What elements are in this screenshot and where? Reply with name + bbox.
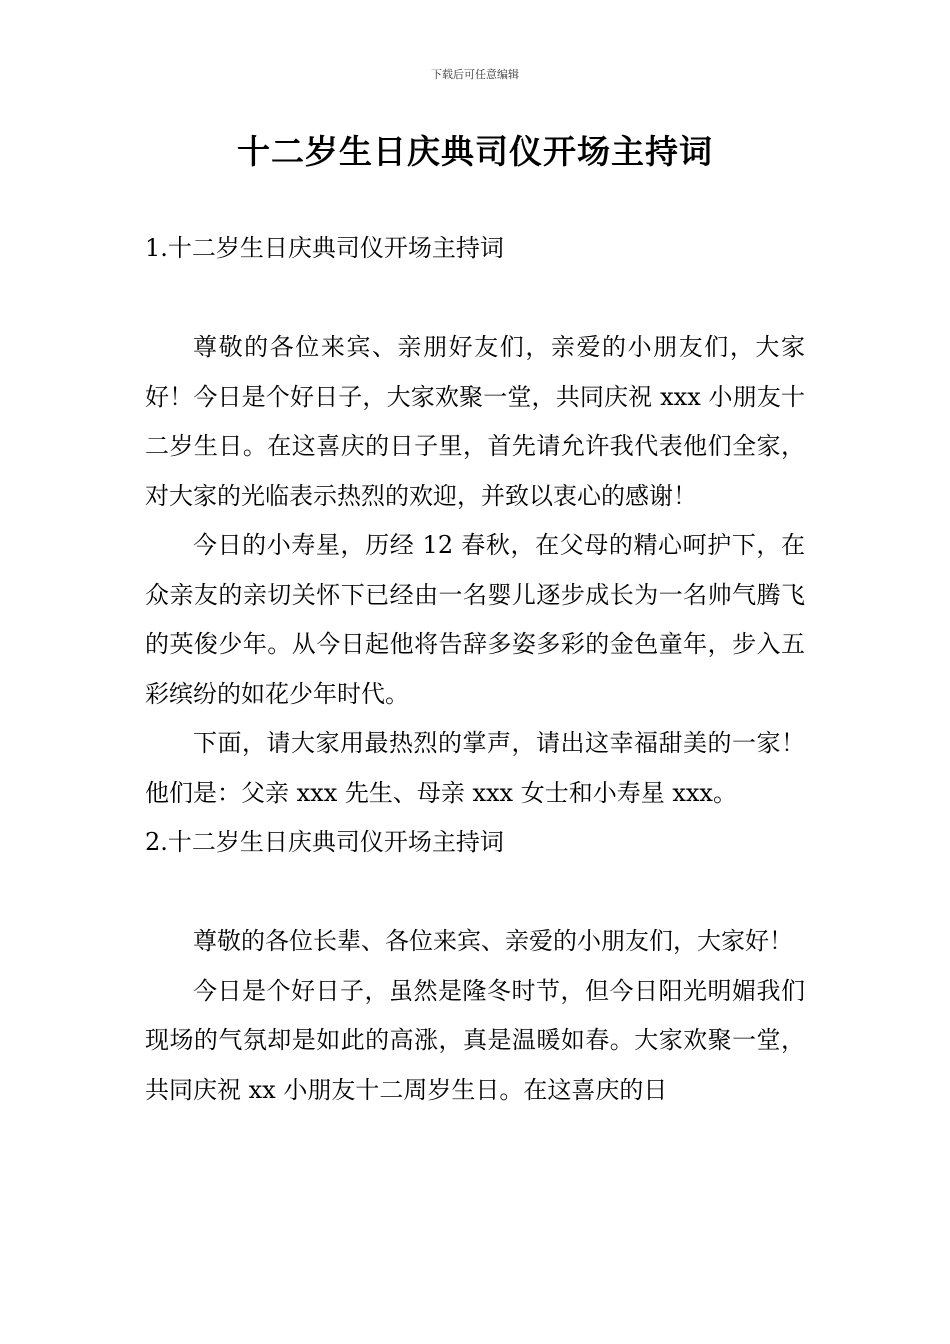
header-note: 下载后可任意编辑: [431, 68, 519, 81]
document-body: [145, 224, 805, 1115]
paragraph: 今日的小寿星，历经 12 春秋，在父母的精心呵护下，在众亲友的亲切关怀下已经由一名婴儿逐步成长为一名帅气腾飞的英俊少年。从今日起他将告辞多姿多彩的金色童年，步入五彩缤纷的如花少年时代。: [145, 531, 805, 708]
paragraph: 下面，请大家用最热烈的掌声，请出这幸福甜美的一家！他们是：父亲 xxx 先生、母亲 xxx 女士和小寿星 xxx。: [145, 729, 805, 807]
paragraph: 尊敬的各位长辈、各位来宾、亲爱的小朋友们，大家好！: [193, 927, 793, 955]
paragraph: 尊敬的各位来宾、亲朋好友们，亲爱的小朋友们，大家好！今日是个好日子，大家欢聚一堂，共同庆祝 xxx 小朋友十二岁生日。在这喜庆的日子里，首先请允许我代表他们全家，对大家的光临表示热烈的欢迎，并致以衷心的感谢！: [145, 333, 805, 510]
blank-line: [145, 868, 805, 918]
blank-line: [145, 274, 805, 324]
section-heading-1: 1.十二岁生日庆典司仪开场主持词: [145, 234, 504, 262]
section-heading-2: 2.十二岁生日庆典司仪开场主持词: [145, 828, 504, 856]
document-title: 十二岁生日庆典司仪开场主持词: [237, 132, 713, 171]
paragraph: 今日是个好日子，虽然是隆冬时节，但今日阳光明媚我们现场的气氛却是如此的高涨，真是温暖如春。大家欢聚一堂，共同庆祝 xx 小朋友十二周岁生日。在这喜庆的日: [145, 976, 805, 1104]
